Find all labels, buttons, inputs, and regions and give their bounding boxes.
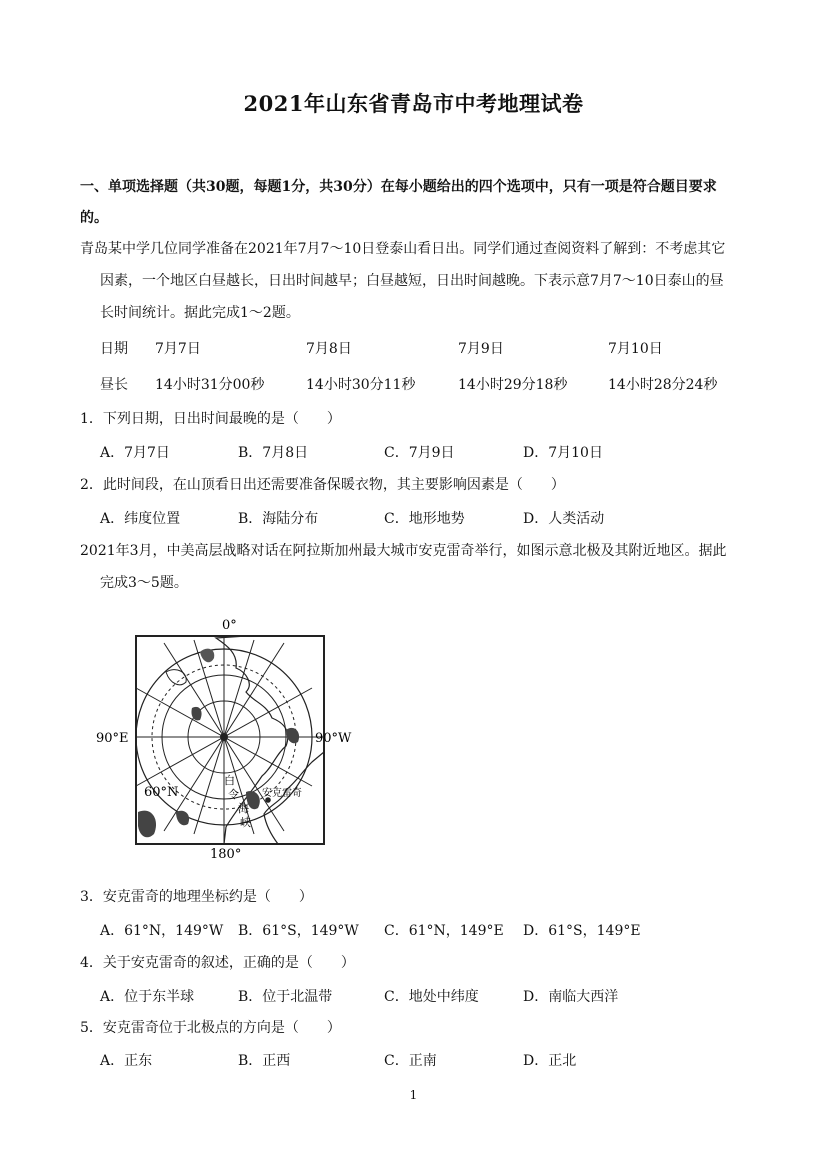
- section-heading-cont: 的。: [80, 210, 108, 226]
- option: A．纬度位置: [100, 511, 181, 527]
- option: A．61°N，149°W: [100, 923, 224, 939]
- table-cell: 14小时28分24秒: [608, 377, 718, 393]
- arctic-map: [96, 612, 352, 862]
- option: A．7月7日: [100, 445, 170, 461]
- intro1-line2: 因素，一个地区白昼越长，日出时间越早；白昼越短，日出时间越晚。下表示意7月7～10日泰山的昼: [100, 273, 724, 289]
- option: D．61°S，149°E: [523, 923, 641, 939]
- option: C．地处中纬度: [384, 989, 479, 1005]
- table-cell: 14小时29分18秒: [458, 377, 568, 393]
- map-label-60n: 60°N: [144, 785, 179, 800]
- table-row-label-date: 日期: [100, 341, 128, 357]
- table-row-label-daylength: 昼长: [100, 377, 128, 393]
- option: D．南临大西洋: [523, 989, 619, 1005]
- section-heading: 一、单项选择题（共30题，每题1分，共30分）在每小题给出的四个选项中，只有一项是符合题目要求: [80, 179, 717, 195]
- table-cell: 14小时30分11秒: [306, 377, 416, 393]
- question-stem: 5．安克雷奇位于北极点的方向是（ ）: [80, 1020, 341, 1036]
- map-label-0: 0°: [222, 618, 237, 633]
- map-label-anchorage: 安克雷奇: [262, 788, 302, 799]
- map-label-strait: 峡: [240, 816, 251, 829]
- question-stem: 1．下列日期，日出时间最晚的是（ ）: [80, 411, 341, 427]
- option: C．正南: [384, 1053, 437, 1069]
- option: D．7月10日: [523, 445, 603, 461]
- page-number: 1: [409, 1088, 418, 1102]
- question-stem: 4．关于安克雷奇的叙述，正确的是（ ）: [80, 955, 355, 971]
- option: B．61°S，149°W: [238, 923, 359, 939]
- page-title: 2021年山东省青岛市中考地理试卷: [243, 91, 584, 116]
- map-label-strait: 海: [238, 802, 249, 815]
- table-cell: 7月8日: [306, 341, 352, 357]
- option: A．位于东半球: [100, 989, 195, 1005]
- option: C．地形地势: [384, 511, 465, 527]
- map-label-strait: 令: [228, 788, 239, 801]
- option: C．61°N，149°E: [384, 923, 504, 939]
- intro1-line3: 长时间统计。据此完成1～2题。: [100, 305, 300, 321]
- question-stem: 3．安克雷奇的地理坐标约是（ ）: [80, 889, 313, 905]
- option: C．7月9日: [384, 445, 455, 461]
- option: D．正北: [523, 1053, 577, 1069]
- table-cell: 7月7日: [155, 341, 201, 357]
- map-label-180: 180°: [210, 847, 242, 862]
- table-cell: 14小时31分00秒: [155, 377, 265, 393]
- question-stem: 2．此时间段，在山顶看日出还需要准备保暖衣物，其主要影响因素是（ ）: [80, 477, 565, 493]
- option: D．人类活动: [523, 511, 605, 527]
- option: B．位于北温带: [238, 989, 333, 1005]
- map-label-strait: 白: [224, 774, 235, 787]
- option: B．海陆分布: [238, 511, 319, 527]
- option: B．7月8日: [238, 445, 309, 461]
- intro2-line2: 完成3～5题。: [100, 575, 188, 591]
- table-cell: 7月9日: [458, 341, 504, 357]
- intro1-line1: 青岛某中学几位同学准备在2021年7月7～10日登泰山看日出。同学们通过查阅资料了解到：不考虑其它: [80, 241, 726, 257]
- table-cell: 7月10日: [608, 341, 663, 357]
- option: A．正东: [100, 1053, 153, 1069]
- intro2-line1: 2021年3月，中美高层战略对话在阿拉斯加州最大城市安克雷奇举行，如图示意北极及其附近地区。据此: [80, 543, 727, 559]
- option: B．正西: [238, 1053, 291, 1069]
- map-label-90e: 90°E: [96, 731, 129, 746]
- map-label-90w: 90°W: [315, 731, 352, 746]
